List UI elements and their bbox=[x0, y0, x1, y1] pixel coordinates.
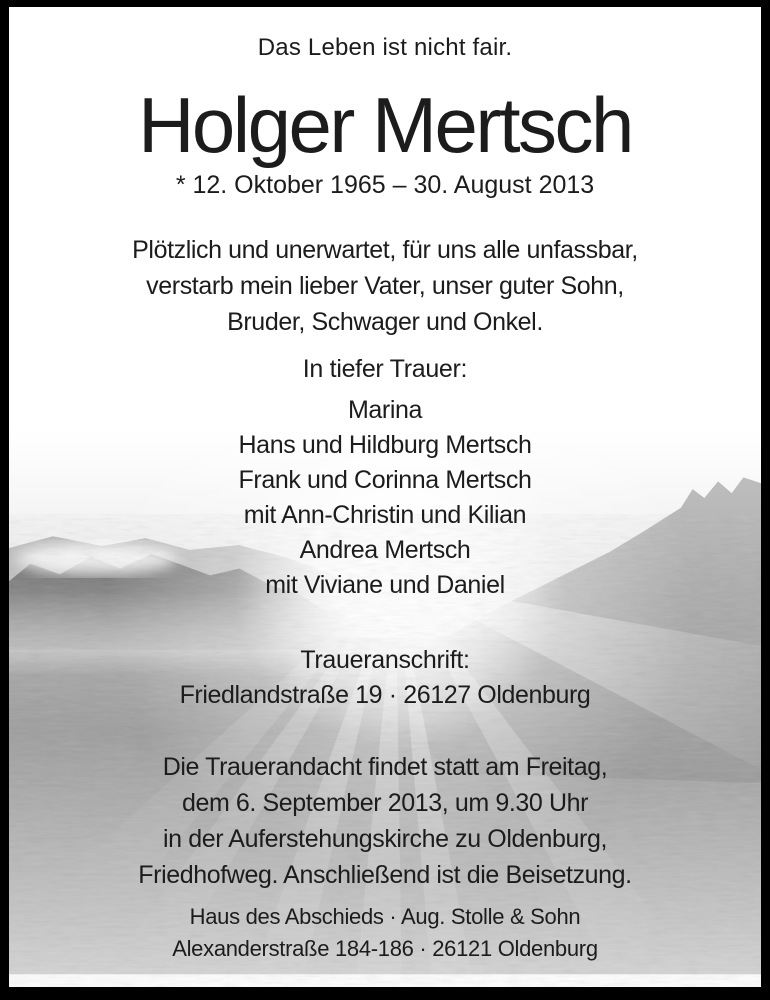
mourner: mit Ann-Christin und Kilian bbox=[243, 501, 527, 529]
mourning-heading: In tiefer Trauer: bbox=[302, 355, 468, 383]
intro-line: Bruder, Schwager und Onkel. bbox=[227, 308, 543, 336]
notice-content bbox=[9, 7, 761, 987]
intro-line: Plötzlich und unerwartet, für uns alle unfassbar, bbox=[132, 236, 638, 264]
mourners-list bbox=[9, 393, 761, 603]
mourner: Andrea Mertsch bbox=[299, 536, 471, 564]
funeral-home-line: Haus des Abschieds · Aug. Stolle & Sohn bbox=[189, 904, 581, 929]
funeral-home-line: Alexanderstraße 184-186 · 26121 Oldenburg bbox=[172, 936, 598, 961]
mourner: mit Viviane und Daniel bbox=[265, 571, 505, 599]
mourner: Frank und Corinna Mertsch bbox=[238, 466, 532, 494]
deceased-name: Holger Mertsch bbox=[138, 81, 632, 169]
mourning-address: Friedlandstraße 19 · 26127 Oldenburg bbox=[179, 681, 591, 709]
address-heading: Traueranschrift: bbox=[300, 646, 470, 674]
service-line: Friedhofweg. Anschließend ist die Beisetzung. bbox=[138, 861, 632, 889]
service-line: in der Auferstehungskirche zu Oldenburg, bbox=[163, 825, 607, 853]
intro-line: verstarb mein lieber Vater, unser guter Sohn, bbox=[146, 272, 624, 300]
mourner: Hans und Hildburg Mertsch bbox=[238, 431, 532, 459]
service-line: Die Trauerandacht findet statt am Freitag, bbox=[162, 753, 608, 781]
intro-paragraph bbox=[9, 232, 761, 340]
life-dates: * 12. Oktober 1965 – 30. August 2013 bbox=[175, 171, 595, 199]
funeral-home-info bbox=[9, 901, 761, 965]
tagline: Das Leben ist nicht fair. bbox=[257, 34, 513, 61]
service-paragraph bbox=[9, 749, 761, 893]
service-line: dem 6. September 2013, um 9.30 Uhr bbox=[181, 789, 589, 817]
mourner: Marina bbox=[347, 396, 423, 424]
